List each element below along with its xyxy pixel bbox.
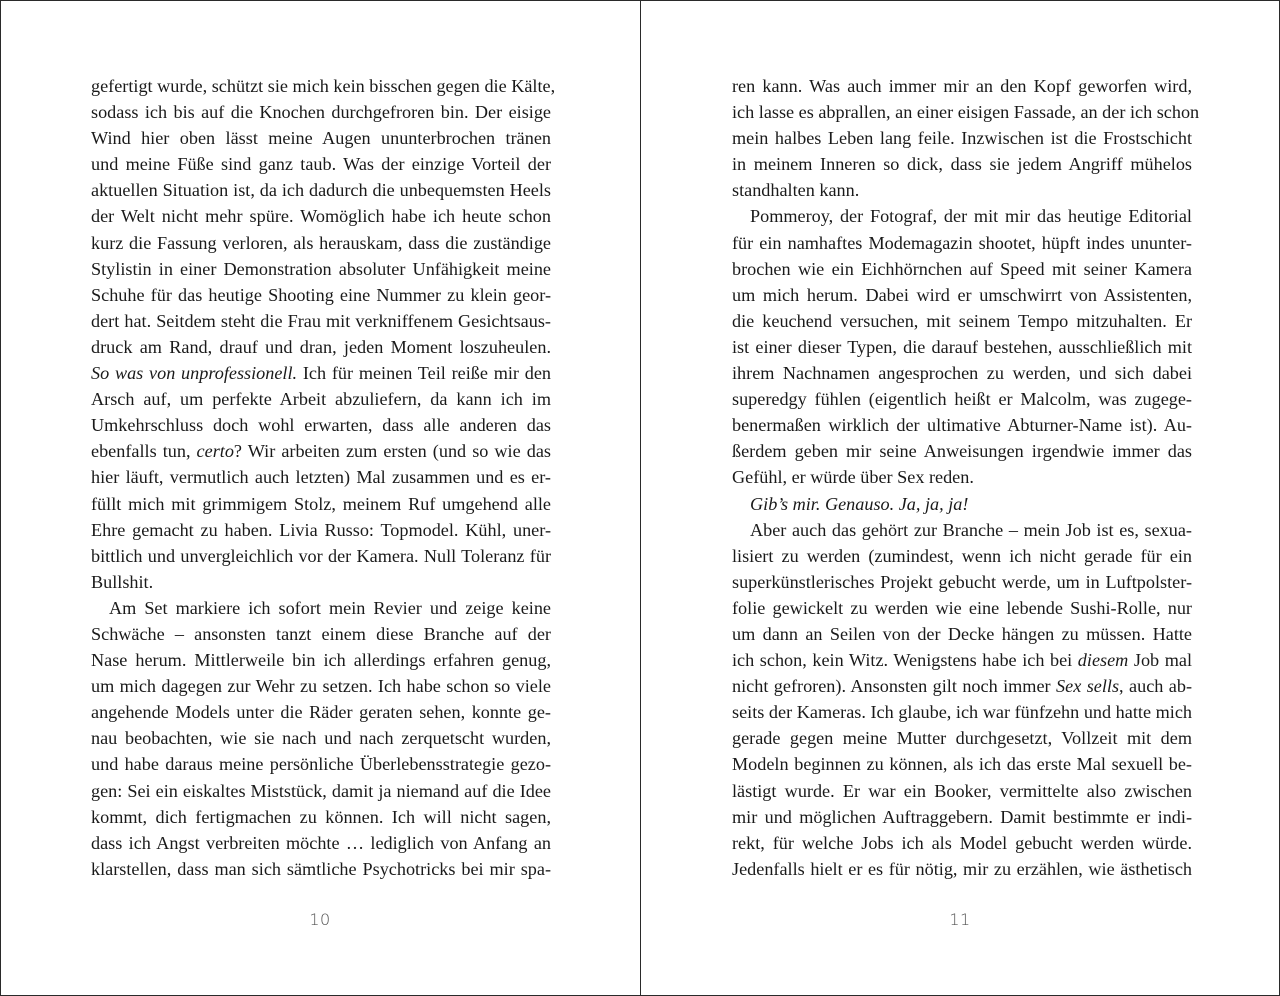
text-segment: ? Wir arbeiten zum ersten (und so wie das	[233, 441, 551, 462]
text-line: dert hat. Seitdem steht die Frau mit verkniffenem Gesichtsaus-	[91, 310, 551, 331]
text-line: gen: Sei ein eiskaltes Miststück, damit ja niemand auf die Idee	[91, 780, 551, 801]
text-line: lästigt wurde. Er war ein Booker, vermittelte also zwischen	[732, 780, 1192, 801]
text-line: Schuhe für das heutige Shooting eine Nummer zu klein geor-	[91, 284, 551, 305]
text-line: ren kann. Was auch immer mir an den Kopf geworfen wird,	[732, 76, 1192, 96]
text-segment: Job mal	[1128, 650, 1193, 671]
text-line: hier läuft, vermutlich auch letzten) Mal zusammen und es er-	[91, 467, 551, 488]
text-line: dass ich Angst verbreiten möchte … lediglich von Anfang an	[91, 832, 551, 853]
text-line: seits der Kameras. Ich glaube, ich war fünfzehn und hatte mich	[732, 702, 1192, 723]
page-number: 11	[949, 910, 971, 929]
text-line: Stylistin in einer Demonstration absoluter Unfähigkeit meine	[91, 258, 551, 279]
text-segment: nicht gefroren). Ansonsten gilt noch immer	[732, 676, 1057, 697]
text-segment: ich schon, kein Witz. Wenigstens habe ich bei	[732, 650, 1078, 671]
text-line: lisiert zu werden (zumindest, wenn ich nicht gerade für ein	[732, 545, 1192, 566]
text-line: ist einer dieser Typen, die darauf bestehen, ausschließlich mit	[732, 336, 1192, 357]
text-line: mein halbes Leben lang feile. Inzwischen ist die Frostschicht	[732, 128, 1192, 149]
text-line: Umkehrschluss doch wohl erwarten, dass alle anderen das	[91, 415, 551, 436]
text-line: gerade gegen meine Mutter durchgesetzt, Vollzeit mit dem	[732, 728, 1192, 749]
text-line: kurz die Fassung verloren, als herauskam, dass die zuständige	[91, 232, 551, 253]
text-line: bittlich und unvergleichlich vor der Kamera. Null Toleranz für	[91, 545, 551, 566]
text-line: um mich dagegen zur Wehr zu setzen. Ich habe schon so viele	[91, 676, 551, 697]
text-line: ihrem Nachnamen angesprochen zu werden, und sich dabei	[732, 363, 1192, 384]
text-line: nau beobachten, wie sie nach und nach zerquetscht wurden,	[91, 728, 551, 749]
text-line: ßerdem geben mir seine Anweisungen irgendwie immer das	[732, 441, 1192, 462]
left-page	[1, 1, 639, 995]
text-line: und meine Füße sind ganz taub. Was der einzige Vorteil der	[91, 154, 551, 175]
text-line	[91, 360, 551, 386]
text-line: Jedenfalls hielt er es für nötig, mir zu erzählen, wie ästhetisch	[732, 858, 1192, 879]
paragraph-start-line: Pommeroy, der Fotograf, der mit mir das heutige Editorial	[750, 206, 1192, 227]
italic-text: diesem	[1077, 650, 1129, 671]
text-line: Arsch auf, um perfekte Arbeit abzuliefern, da kann ich im	[91, 389, 551, 410]
text-line: und habe daraus meine persönliche Überlebensstrategie gezo-	[91, 754, 551, 775]
text-line: gefertigt wurde, schützt sie mich kein bisschen gegen die Kälte,	[91, 76, 556, 96]
text-segment: Ich für meinen Teil reiße mir den	[297, 363, 552, 384]
text-line: Schwäche – ansonsten tanzt einem diese Branche auf der	[91, 623, 551, 644]
text-line: Wind hier oben lässt meine Augen ununterbrochen tränen	[91, 128, 551, 149]
text-segment: ebenfalls tun,	[91, 441, 197, 462]
text-line: mir und möglichen Auftraggebern. Damit bestimmte er indi-	[732, 806, 1192, 827]
italic-text: Sex sells	[1056, 676, 1120, 697]
text-line: brochen wie ein Eichhörnchen auf Speed mit seiner Kamera	[732, 258, 1192, 279]
text-line: Nase herum. Mittlerweile bin ich allerdings erfahren genug,	[91, 650, 551, 671]
text-line: angehende Models unter die Räder geraten sehen, konnte ge-	[91, 702, 551, 723]
text-line: druck am Rand, drauf und dran, jeden Moment loszuheulen.	[91, 336, 551, 357]
text-line: klarstellen, dass man sich sämtliche Psychotricks bei mir spa-	[91, 858, 551, 879]
text-line: um dann an Seilen von der Decke hängen zu müssen. Hatte	[732, 623, 1192, 644]
italic-text: certo	[196, 441, 234, 462]
italic-text: So was von unprofessionell.	[91, 363, 298, 384]
text-line: füllt mich mit grimmigem Stolz, meinem Ruf umgehend alle	[91, 493, 551, 514]
text-line: rekt, für welche Jobs ich als Model gebucht werden würde.	[732, 832, 1192, 853]
page-number: 10	[309, 910, 331, 929]
paragraph-end-line: Gefühl, er würde über Sex reden.	[732, 467, 974, 488]
paragraph-end-line: Bullshit.	[91, 571, 154, 592]
paragraph-start-line: Am Set markiere ich sofort mein Revier und zeige keine	[109, 597, 551, 618]
text-line: kommt, dich fertigmachen zu können. Ich will nicht sagen,	[91, 806, 551, 827]
text-line: in meinem Inneren so dick, dass sie jedem Angriff mühelos	[732, 154, 1192, 175]
text-line: benermaßen wirklich der ultimative Abturner-Name ist). Au-	[732, 415, 1192, 436]
text-line: sodass ich bis auf die Knochen durchgefroren bin. Der eisige	[91, 102, 551, 123]
text-line: um mich herum. Dabei wird er umschwirrt von Assistenten,	[732, 284, 1192, 305]
paragraph-end-line: standhalten kann.	[732, 180, 860, 201]
text-line: superkünstlerisches Projekt gebucht werde, um in Luftpolster-	[732, 571, 1192, 592]
text-line: folie gewickelt zu werden wie eine lebende Sushi-Rolle, nur	[732, 597, 1192, 618]
left-page-text	[91, 73, 556, 882]
text-line: ich lasse es abprallen, an einer eisigen Fassade, an der ich schon	[732, 102, 1200, 123]
text-segment: , auch ab-	[1119, 676, 1193, 697]
text-line: die keuchend versuchen, mit seinem Tempo mitzuhalten. Er	[732, 310, 1192, 331]
text-line: aktuellen Situation ist, da ich dadurch die unbequemsten Heels	[91, 180, 551, 201]
text-line: Modeln beginnen zu können, als ich das erste Mal sexuell be-	[732, 754, 1192, 775]
text-line	[732, 673, 1192, 699]
text-line: Ehre gemacht zu haben. Livia Russo: Topmodel. Kühl, uner-	[91, 519, 551, 540]
italic-text: Gib’s mir. Genauso. Ja, ja, ja!	[750, 493, 969, 514]
right-page-text	[732, 73, 1200, 882]
paragraph-start-line	[732, 491, 1192, 517]
right-page	[641, 1, 1279, 995]
text-line: für ein namhaftes Modemagazin shootet, hüpft indes ununter-	[732, 232, 1192, 253]
text-line	[732, 647, 1192, 673]
text-line: der Welt nicht mehr spüre. Womöglich habe ich heute schon	[91, 206, 551, 227]
text-line: superedgy fühlen (eigentlich heißt er Malcolm, was zugege-	[732, 389, 1192, 410]
paragraph-start-line: Aber auch das gehört zur Branche – mein Job ist es, sexua-	[750, 519, 1192, 540]
text-line	[91, 438, 551, 464]
